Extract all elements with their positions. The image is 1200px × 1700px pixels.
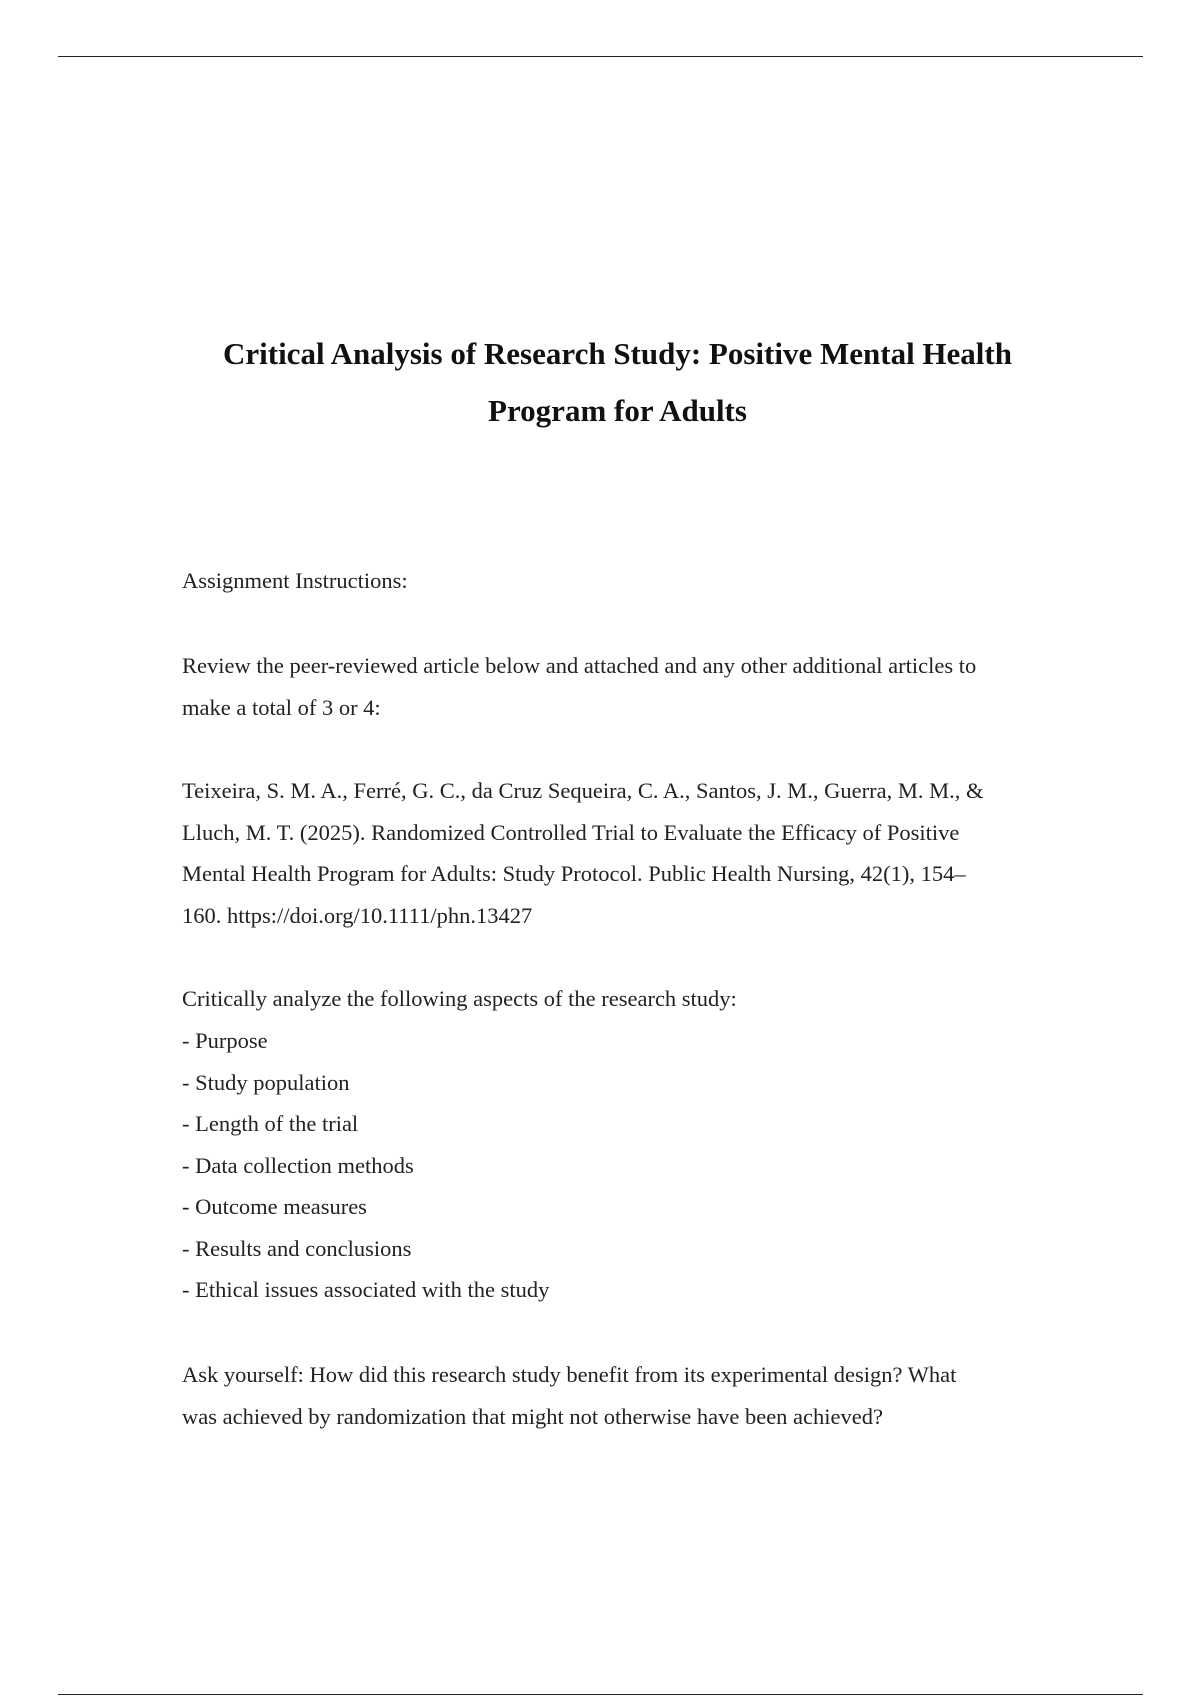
list-item: - Purpose xyxy=(182,1028,268,1053)
instructions-heading-text: Assignment Instructions: xyxy=(182,568,408,593)
list-item: - Study population xyxy=(182,1069,350,1095)
document-title xyxy=(130,325,1105,439)
aspects-list xyxy=(182,1020,549,1311)
list-item: - Outcome measures xyxy=(182,1194,367,1219)
reflection-line-2: was achieved by randomization that might not otherwise have been achieved? xyxy=(182,1403,883,1429)
list-item: - Length of the trial xyxy=(182,1111,359,1136)
reflection-prompt xyxy=(182,1354,1062,1437)
list-item: - Results and conclusions xyxy=(182,1235,412,1261)
list-item: - Data collection methods xyxy=(182,1152,414,1178)
review-line-2: make a total of 3 or 4: xyxy=(182,694,381,720)
article-citation xyxy=(182,770,1062,936)
citation-line-4: 160. https://doi.org/10.1111/phn.13427 xyxy=(182,902,533,928)
citation-line-2: Lluch, M. T. (2025). Randomized Controlled Trial to Evaluate the Efficacy of Positive xyxy=(182,819,960,845)
review-line-1: Review the peer-reviewed article below and attached and any other additional articles to xyxy=(182,653,977,678)
title-line-2: Program for Adults xyxy=(488,393,747,428)
title-line-1: Critical Analysis of Research Study: Positive Mental Health xyxy=(222,336,1012,371)
header-rule xyxy=(58,56,1143,57)
footer-rule xyxy=(58,1694,1143,1695)
analyze-intro-text: Critically analyze the following aspects of the research study: xyxy=(182,986,737,1011)
reflection-line-1: Ask yourself: How did this research study benefit from its experimental design? What xyxy=(182,1362,957,1387)
instructions-heading xyxy=(182,560,1062,602)
list-item: - Ethical issues associated with the study xyxy=(182,1277,550,1302)
citation-line-1: Teixeira, S. M. A., Ferré, G. C., da Cruz Sequeira, C. A., Santos, J. M., Guerra, M. M., & xyxy=(182,778,984,803)
analyze-intro xyxy=(182,978,1062,1020)
citation-line-3: Mental Health Program for Adults: Study Protocol. Public Health Nursing, 42(1), 154– xyxy=(182,861,966,886)
review-paragraph xyxy=(182,645,1062,728)
